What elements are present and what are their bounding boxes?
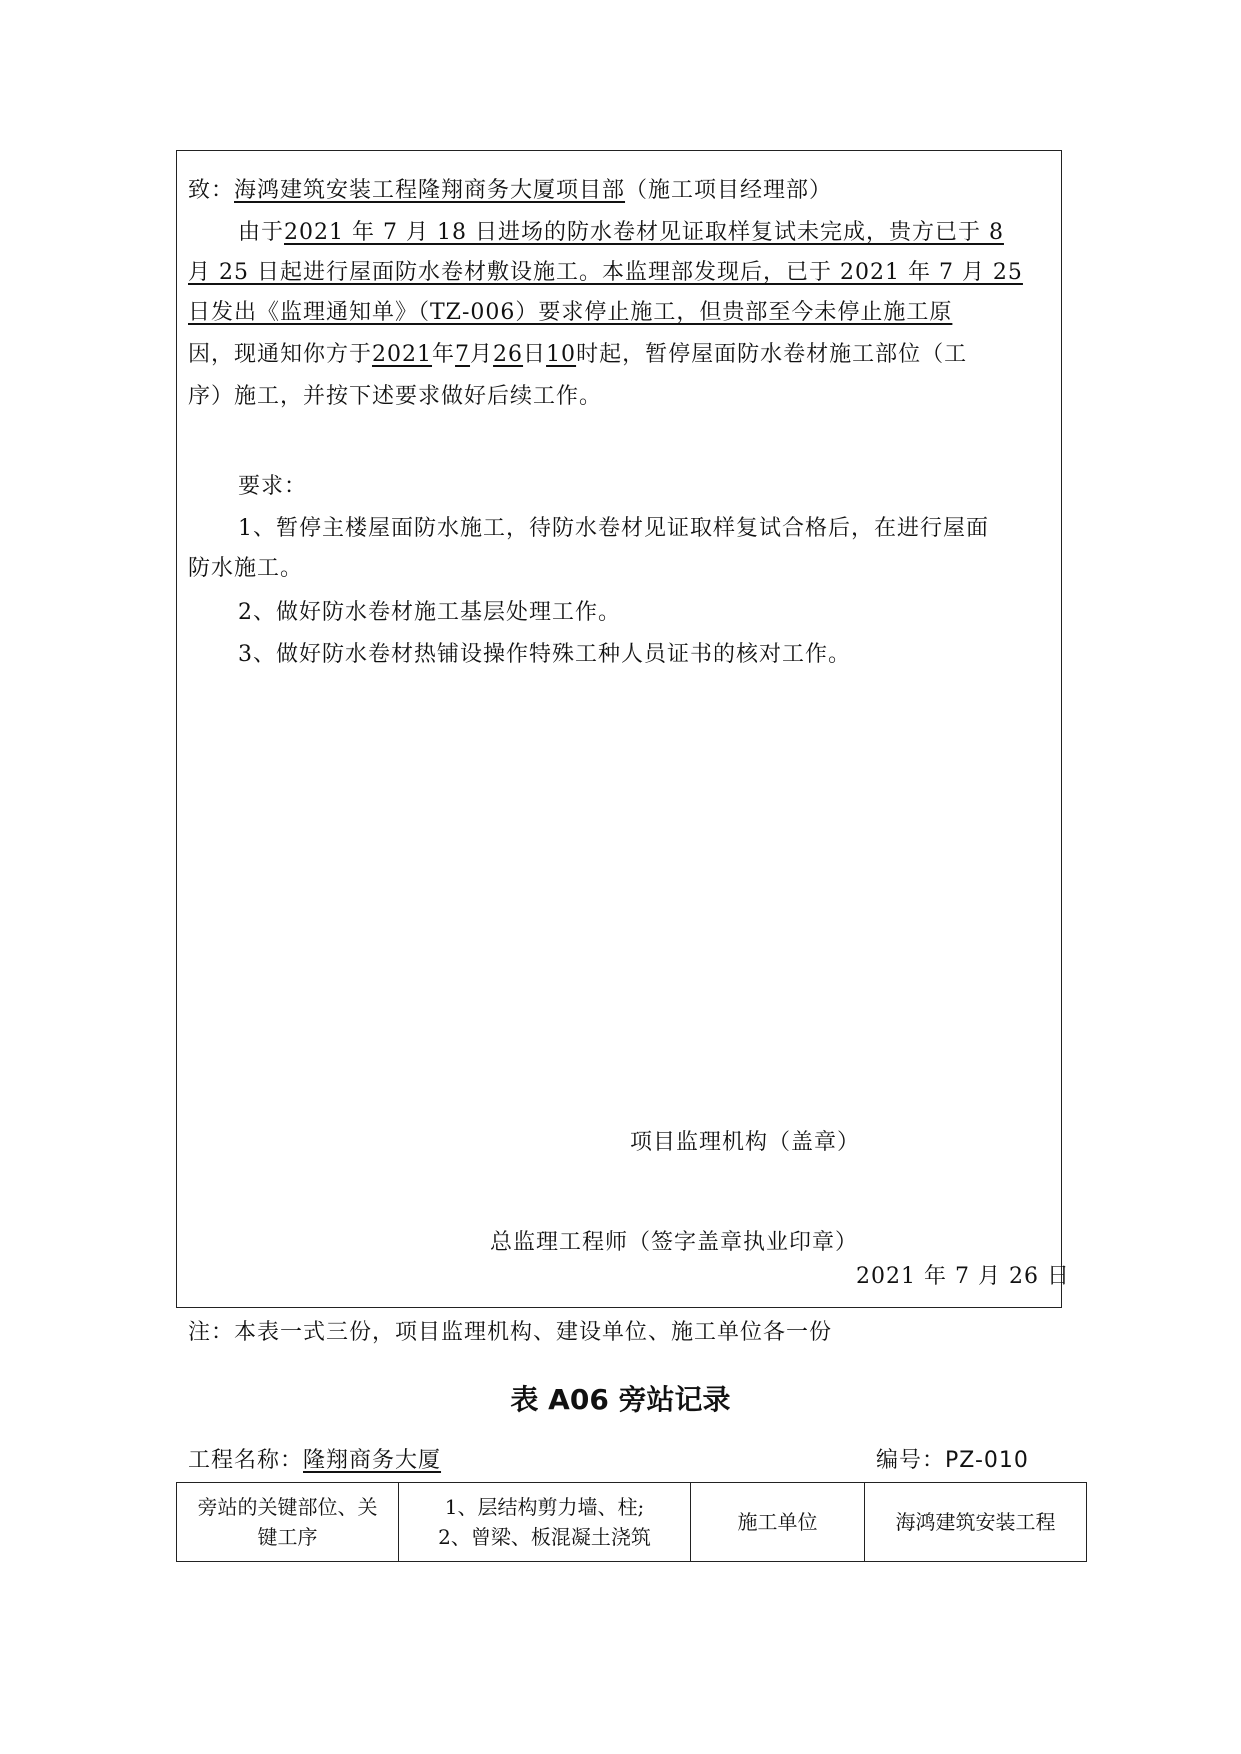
form-number-label: 编号： (876, 1448, 946, 1473)
requirement-1-line-1: 1、暂停主楼屋面防水施工，待防水卷材见证取样复试合格后，在进行屋面 (238, 516, 989, 541)
form-title: 表 A06 旁站记录 (510, 1383, 731, 1416)
stop-month: 7 (455, 342, 471, 367)
table-row (177, 1483, 1087, 1562)
requirements-heading: 要求： (238, 474, 308, 499)
p1-prefix: 由于 (238, 220, 285, 245)
notice-date: 2021 年 7 月 26 日 (856, 1264, 1070, 1289)
stop-day: 26 (493, 342, 524, 367)
addressee-line (188, 176, 832, 206)
chief-engineer-sign-label: 总监理工程师（签字盖章执业印章） (490, 1230, 859, 1255)
key-process-value-line-2: 2、曾梁、板混凝土浇筑 (438, 1525, 651, 1549)
footnote: 注：本表一式三份，项目监理机构、建设单位、施工单位各一份 (188, 1320, 833, 1345)
requirement-2: 2、做好防水卷材施工基层处理工作。 (238, 600, 621, 625)
key-process-label-line-1: 旁站的关键部位、关 (197, 1495, 378, 1519)
paragraph-2-line-2: 序）施工，并按下述要求做好后续工作。 (188, 384, 603, 409)
p2-text-b: 时起，暂停屋面防水卷材施工部位（工 (576, 342, 968, 367)
org-seal-label: 项目监理机构（盖章） (630, 1130, 861, 1155)
key-process-table (176, 1482, 1087, 1562)
month-unit: 月 (470, 342, 494, 367)
key-process-label-cell (177, 1483, 399, 1562)
addressee-name: 海鸿建筑安装工程隆翔商务大厦项目部 (234, 178, 626, 203)
year-unit: 年 (432, 342, 456, 367)
requirement-3: 3、做好防水卷材热铺设操作特殊工种人员证书的核对工作。 (238, 642, 851, 667)
paragraph-1-line-3: 日发出《监理通知单》（TZ-006）要求停止施工，但贵部至今未停止施工原 (188, 300, 953, 325)
stop-year: 2021 (372, 342, 433, 367)
requirement-1-line-2: 防水施工。 (188, 556, 304, 581)
paragraph-1-line-2: 月 25 日起进行屋面防水卷材敷设施工。本监理部发现后，已于 2021 年 7 月 25 (188, 260, 1023, 285)
project-name-value: 隆翔商务大厦 (303, 1448, 442, 1473)
paragraph-2-line-1 (188, 340, 967, 370)
key-process-value-line-1: 1、层结构剪力墙、柱; (444, 1495, 645, 1519)
project-name-field (188, 1446, 441, 1476)
construction-unit-label-cell: 施工单位 (691, 1483, 865, 1562)
stop-hour: 10 (546, 342, 577, 367)
p2-text-a: 因，现通知你方于 (188, 342, 373, 367)
construction-unit-value-cell: 海鸿建筑安装工程 (865, 1483, 1087, 1562)
key-process-value-cell (399, 1483, 691, 1562)
to-prefix: 致： (188, 178, 235, 203)
key-process-label-line-2: 键工序 (257, 1525, 318, 1549)
form-number-value: PZ-010 (945, 1448, 1029, 1473)
project-name-label: 工程名称： (188, 1448, 304, 1473)
addressee-suffix: （施工项目经理部） (625, 178, 833, 203)
day-unit: 日 (523, 342, 547, 367)
form-number-field (876, 1446, 1029, 1476)
p1-text-1: 2021 年 7 月 18 日进场的防水卷材见证取样复试未完成，贵方已于 8 (284, 220, 1004, 245)
paragraph-1-line-1 (238, 218, 1004, 248)
